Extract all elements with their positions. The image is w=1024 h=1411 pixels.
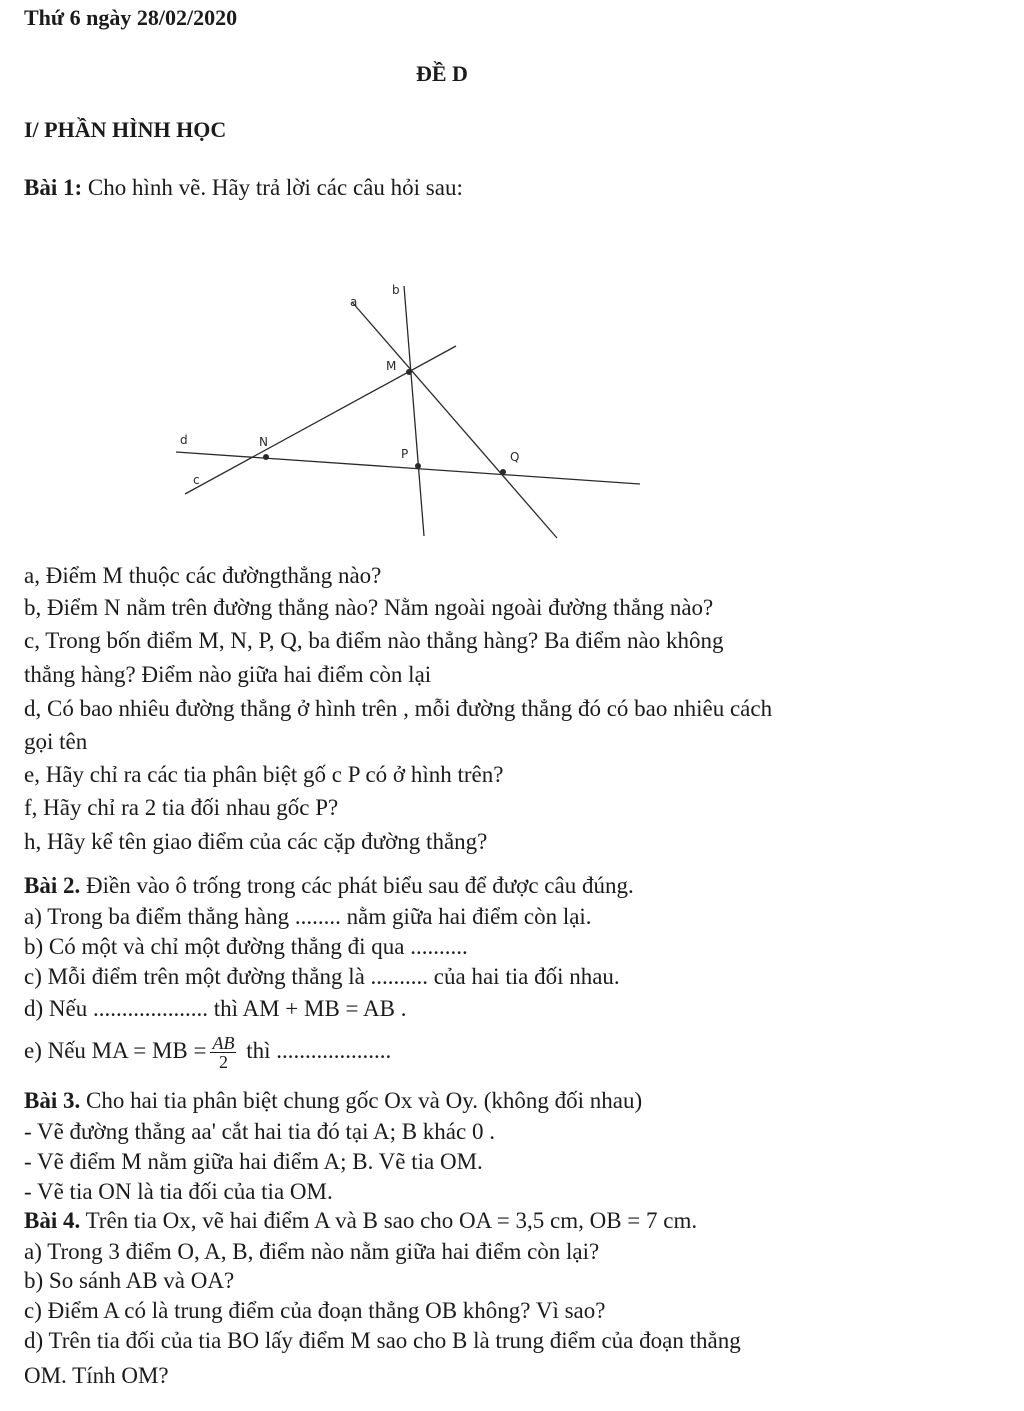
bai3-label: Bài 3. xyxy=(24,1088,81,1113)
bai1-label: Bài 1: xyxy=(24,175,83,200)
bai4-item: a) Trong 3 điểm O, A, B, điểm nào nằm giữa hai điểm còn lại? xyxy=(24,1239,600,1264)
bai1-question: a, Điểm M thuộc các đườngthẳng nào? xyxy=(24,563,382,588)
bai1-question: d, Có bao nhiêu đường thẳng ở hình trên , mỗi đường thẳng đó có bao nhiêu cách xyxy=(24,696,773,721)
line-a xyxy=(352,302,557,538)
bai2-item-e-after: thì .................... xyxy=(240,1037,392,1063)
label-point-m: M xyxy=(386,359,397,373)
bai1-question: c, Trong bốn điểm M, N, P, Q, ba điểm nào thẳng hàng? Ba điểm nào không xyxy=(24,628,724,653)
label-point-q: Q xyxy=(510,450,520,464)
bai2-item-e-before: e) Nếu MA = MB = xyxy=(24,1037,207,1063)
section-heading: I/ PHẦN HÌNH HỌC xyxy=(24,117,227,142)
label-point-n: N xyxy=(259,435,268,449)
bai4-item: b) So sánh AB và OA? xyxy=(24,1268,235,1293)
label-line-d: d xyxy=(180,433,188,447)
bai2-item: d) Nếu .................... thì AM + MB = AB . xyxy=(24,996,407,1021)
bai4-item: d) Trên tia đối của tia BO lấy điểm M sao cho B là trung điểm của đoạn thẳng xyxy=(24,1328,741,1353)
bai4-label: Bài 4. xyxy=(24,1208,81,1233)
label-point-p: P xyxy=(401,447,409,461)
bai2-item: a) Trong ba điểm thẳng hàng ........ nằm giữa hai điểm còn lại. xyxy=(24,904,592,929)
bai2-label: Bài 2. xyxy=(24,873,81,898)
bai1-question: f, Hãy chỉ ra 2 tia đối nhau gốc P? xyxy=(24,795,339,820)
fraction xyxy=(210,1034,236,1071)
bai2-item-e xyxy=(24,1034,391,1071)
bai1-intro-text: Cho hình vẽ. Hãy trả lời các câu hỏi sau: xyxy=(82,175,463,200)
bai3-item: - Vẽ đường thẳng aa' cắt hai tia đó tại A; B khác 0 . xyxy=(24,1119,495,1144)
bai4-intro xyxy=(24,1207,697,1235)
label-line-b: b xyxy=(392,283,400,297)
fraction-numerator: AB xyxy=(212,1033,235,1053)
bai2-intro xyxy=(24,872,634,900)
exam-code-title: ĐỀ D xyxy=(416,61,468,86)
point-q xyxy=(500,469,506,475)
bai3-item: - Vẽ điểm M nằm giữa hai điểm A; B. Vẽ tia OM. xyxy=(24,1149,483,1174)
line-b xyxy=(404,286,424,536)
fraction-denominator: 2 xyxy=(218,1052,228,1072)
bai2-intro-text: Điền vào ô trống trong các phát biểu sau để được câu đúng. xyxy=(80,873,634,898)
bai1-question: b, Điểm N nằm trên đường thẳng nào? Nằm ngoài ngoài đường thẳng nào? xyxy=(24,595,714,620)
bai4-item: OM. Tính OM? xyxy=(24,1363,169,1388)
bai4-intro-text: Trên tia Ox, vẽ hai điểm A và B sao cho OA = 3,5 cm, OB = 7 cm. xyxy=(80,1208,698,1233)
bai3-intro xyxy=(24,1087,642,1115)
point-n xyxy=(263,454,269,460)
bai3-item: - Vẽ tia ON là tia đối của tia OM. xyxy=(24,1179,333,1204)
point-p xyxy=(415,463,421,469)
geometry-figure xyxy=(0,0,1024,560)
point-m xyxy=(406,369,412,375)
label-line-c: c xyxy=(193,473,200,487)
bai4-item: c) Điểm A có là trung điểm của đoạn thẳng OB không? Vì sao? xyxy=(24,1298,606,1323)
bai2-item: c) Mỗi điểm trên một đường thẳng là .......... của hai tia đối nhau. xyxy=(24,964,620,989)
bai1-question: h, Hãy kể tên giao điểm của các cặp đường thẳng? xyxy=(24,829,488,854)
label-line-a: a xyxy=(350,295,358,309)
bai2-item: b) Có một và chỉ một đường thẳng đi qua .......... xyxy=(24,934,468,959)
bai1-question: e, Hãy chỉ ra các tia phân biệt gố c P có ở hình trên? xyxy=(24,762,504,787)
date-heading: Thứ 6 ngày 28/02/2020 xyxy=(24,5,238,30)
bai1-question: thẳng hàng? Điểm nào giữa hai điểm còn lại xyxy=(24,662,432,687)
bai1-question: gọi tên xyxy=(24,729,88,754)
bai3-intro-text: Cho hai tia phân biệt chung gốc Ox và Oy. (không đối nhau) xyxy=(80,1088,643,1113)
